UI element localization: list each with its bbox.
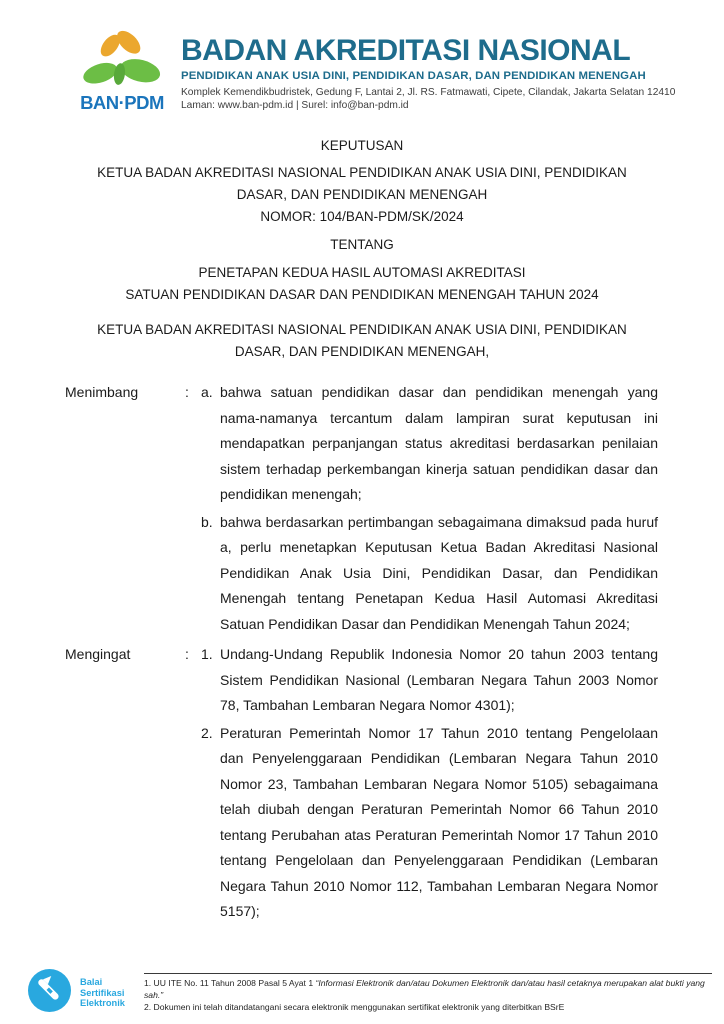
- item-text: Peraturan Pemerintah Nomor 17 Tahun 2010 tentang Pengelolaan dan Penyelenggaraan Pendidikan (Lembaran Negara Tahun 2010 Nomor 23, Tambahan Lembaran Negara Nomor 5105) sebagaimana telah diubah dengan Peraturan Pemerintah Nomor 66 Tahun 2010 tentang Perubahan atas Peraturan Pemerintah Nomor 17 Tahun 2010 tentang Pengelolaan dan Penyelenggaraan Pendidikan (Lembaran Negara Tahun 2010 Nomor 112, Tambahan Lembaran Negara Nomor 5157);: [220, 724, 658, 919]
- bsre-name-line2: Sertifikasi: [80, 987, 125, 998]
- list-item: [201, 642, 658, 719]
- title-keputusan: KEPUTUSAN: [320, 138, 404, 153]
- footer-note-1-prefix: 1. UU ITE No. 11 Tahun 2008 Pasal 5 Ayat 1: [144, 977, 316, 988]
- org-name: BADAN AKREDITASI NASIONAL: [181, 34, 631, 67]
- footer-note-1-quote: “Informasi Elektronik dan/atau Dokumen Elektronik dan/atau hasil cetaknya merupakan alat bukti yang sah.”: [144, 977, 705, 1000]
- item-marker: b.: [201, 513, 213, 530]
- title-block: [0, 135, 724, 363]
- footer-notes: [144, 973, 712, 1014]
- section-label: Menimbang: [65, 384, 139, 400]
- section-colon: :: [185, 384, 189, 400]
- footer-note-1: [144, 977, 712, 1001]
- item-marker: 1.: [201, 646, 213, 662]
- ban-pdm-logo: [76, 27, 168, 114]
- org-address-line2: Laman: www.ban-pdm.id | Surel: info@ban-pdm.id: [181, 99, 409, 111]
- item-text: bahwa satuan pendidikan dasar dan pendidikan menengah yang nama-namanya tercantum dalam lampiran surat keputusan ini mendapatkan perpanjangan status akreditasi berdasarkan penilaian sistem terhadap perkembangan kinerja satuan pendidikan dasar dan pendidikan menengah;: [220, 384, 658, 502]
- list-item: [201, 721, 658, 925]
- section-label: Mengingat: [65, 646, 131, 662]
- org-address-line1: Komplek Kemendikbudristek, Gedung F, Lantai 2, Jl. RS. Fatmawati, Cipete, Cilandak, Jakarta Selatan 12410: [181, 87, 676, 98]
- letterhead-text: [181, 27, 675, 112]
- footer: [0, 968, 724, 1018]
- ban-pdm-logo-text: BAN·PDM: [80, 92, 164, 113]
- bsre-logo-icon: [27, 968, 72, 1018]
- section-items: [201, 380, 658, 637]
- letterhead: [0, 0, 724, 114]
- item-marker: 2.: [201, 724, 213, 741]
- title-officer-line2: DASAR, DAN PENDIDIKAN MENENGAH,: [234, 344, 490, 359]
- list-item: [201, 380, 658, 508]
- bsre-name-line3: Elektronik: [80, 998, 125, 1009]
- decree-body: [0, 380, 724, 925]
- bsre-name: [80, 977, 136, 1009]
- section-mengingat: [65, 642, 658, 925]
- footer-note-2: 2. Dokumen ini telah ditandatangani secara elektronik menggunakan sertifikat elektronik yang diterbitkan BSrE: [144, 1002, 565, 1013]
- title-subject-line1: PENETAPAN KEDUA HASIL AUTOMASI AKREDITASI: [198, 265, 526, 280]
- org-subtitle: PENDIDIKAN ANAK USIA DINI, PENDIDIKAN DASAR, DAN PENDIDIKAN MENENGAH: [181, 70, 646, 82]
- item-text: Undang-Undang Republik Indonesia Nomor 20 tahun 2003 tentang Sistem Pendidikan Nasional (Lembaran Negara Tahun 2003 Nomor 78, Tambahan Lembaran Negara Nomor 4301);: [220, 646, 658, 713]
- title-ketua-line1: KETUA BADAN AKREDITASI NASIONAL PENDIDIKAN ANAK USIA DINI, PENDIDIKAN: [97, 165, 627, 180]
- item-text: bahwa berdasarkan pertimbangan sebagaimana dimaksud pada huruf a, perlu menetapkan Keputusan Ketua Badan Akreditasi Nasional Pendidikan Anak Usia Dini, Pendidikan Dasar, dan Pendidikan Menengah tentang Penetapan Kedua Hasil Automasi Akreditasi Satuan Pendidikan Dasar dan Pendidikan Menengah Tahun 2024;: [220, 513, 658, 632]
- org-address: [181, 87, 675, 112]
- title-ketua-line2: DASAR, DAN PENDIDIKAN MENENGAH: [236, 187, 488, 202]
- title-tentang: TENTANG: [330, 237, 394, 252]
- title-subject-line2: SATUAN PENDIDIKAN DASAR DAN PENDIDIKAN MENENGAH TAHUN 2024: [125, 287, 599, 302]
- title-officer-line1: KETUA BADAN AKREDITASI NASIONAL PENDIDIKAN ANAK USIA DINI, PENDIDIKAN: [97, 322, 627, 337]
- item-marker: a.: [201, 384, 213, 400]
- ban-pdm-leaves-icon: [76, 27, 168, 91]
- bsre-name-line1: Balai: [80, 977, 103, 988]
- section-colon: :: [185, 646, 189, 662]
- section-items: [201, 642, 658, 925]
- title-nomor: NOMOR: 104/BAN-PDM/SK/2024: [260, 209, 464, 224]
- section-menimbang: [65, 380, 658, 637]
- list-item: [201, 510, 658, 638]
